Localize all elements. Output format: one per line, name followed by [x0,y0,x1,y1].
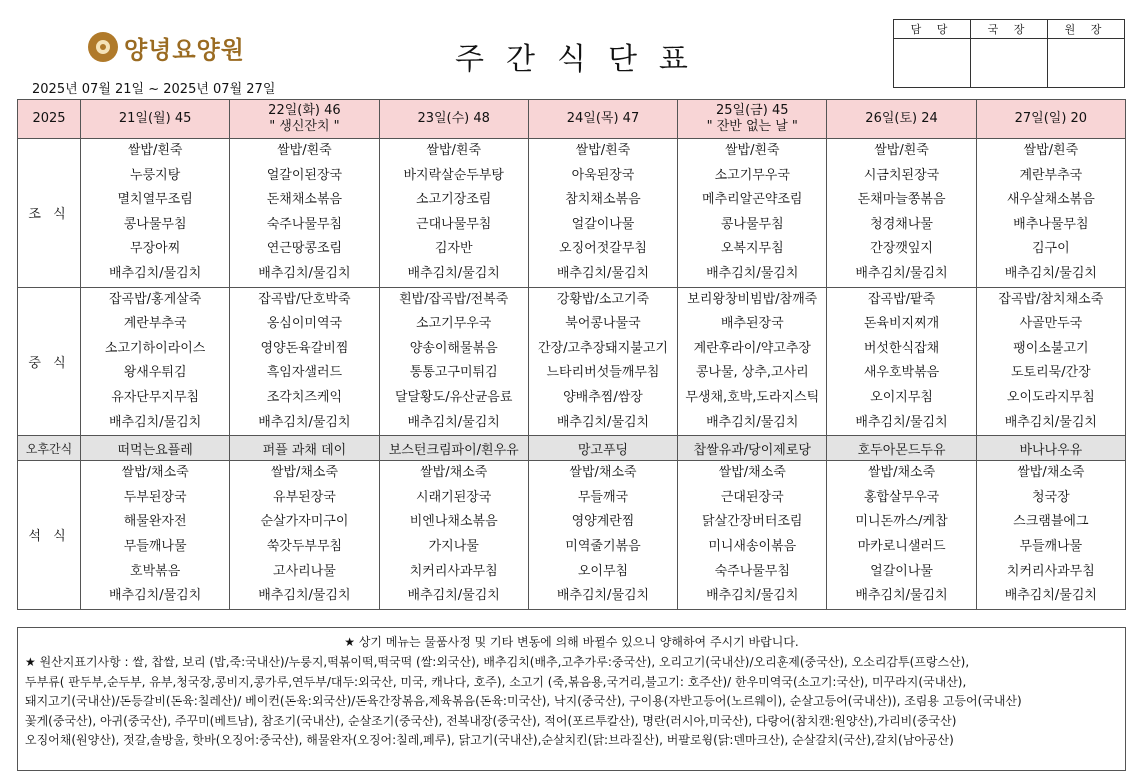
approval-box [893,19,1125,88]
menu-item: 쌀밥/흰죽 [874,143,929,158]
menu-item: 쌀밥/흰죽 [127,143,183,158]
menu-item: 쌀밥/흰죽 [277,143,332,158]
menu-item: 김구이 [1032,241,1070,257]
menu-item: 배추김치/물김치 [855,414,948,430]
menu-item: 무들깨나물 [123,538,187,554]
menu-item: 무장아찌 [130,241,181,257]
menu-cell [81,287,230,436]
menu-cell [528,287,677,436]
menu-item: 흑임자샐러드 [266,365,343,381]
menu-item: 쌀밥/채소죽 [420,465,488,481]
menu-item: 쌀밥/흰죽 [575,143,631,158]
menu-item: 잡곡밥/홍게살죽 [108,291,202,307]
signature-cell[interactable] [1048,39,1125,88]
menu-item: 새우호박볶음 [863,365,940,381]
menu-item: 배추김치/물김치 [1004,265,1097,281]
day-date: 26일(토) 24 [865,111,938,126]
menu-item: 배추김치/물김치 [706,414,799,430]
menu-item: 간장깻잎지 [870,241,933,257]
menu-item: 근대나물무침 [416,216,492,232]
menu-item: 마카로니샐러드 [857,538,946,554]
menu-item: 얼갈이나물 [870,563,933,579]
menu-item: 김자반 [434,241,473,257]
menu-item: 참치채소볶음 [565,192,641,208]
menu-cell [230,139,379,288]
day-date: 24일(목) 47 [566,111,640,126]
approval-label: 국 장 [971,20,1048,39]
menu-item: 배추김치/물김치 [407,265,500,281]
menu-item: 배추김치/물김치 [556,588,650,604]
menu-item: 숙주나물무침 [714,563,790,579]
approval-label: 담 당 [894,20,971,39]
day-header [678,100,827,139]
origin-line: 꽃게(중국산), 아귀(중국산), 주꾸미(베트남), 참조기(국내산), 순살조기(중국산), 전복내장(중국산), 적어(포르투칼산), 명란(러시아,미국산), 다랑어(참치캔:원양산),가리비(중국산) [25,713,957,728]
snack-row [18,436,1126,461]
logo [88,30,245,64]
snack-item: 호두아몬드두유 [827,436,976,461]
origin-line: ★ 원산지표기사항 : 쌀, 찹쌀, 보리 (밥,죽:국내산)/누룽지,떡볶이떡,떡국떡 (쌀:외국산), 배추김치(배추,고추가루:중국산), 오리고기(국내산)/오리훈제(중국산), 오소리감투(프랑스산), [25,655,970,669]
menu-item: 쌀밥/채소죽 [718,465,786,481]
menu-item: 소고기장조림 [416,192,492,208]
menu-item: 돈채채소볶음 [266,192,343,208]
menu-item: 영양돈육갈비찜 [260,340,349,356]
menu-item: 미니돈까스/케찹 [855,514,948,530]
menu-item: 미역줄기볶음 [565,538,641,554]
menu-item: 무들깨국 [577,489,629,505]
page-title: 주간식단표 [455,42,710,77]
menu-item: 돈육비지찌개 [863,316,940,332]
menu-item: 얼갈이된장국 [266,167,343,183]
menu-cell [827,139,976,288]
menu-item: 배추김치/물김치 [407,414,500,430]
day-header [528,100,677,139]
snack-item: 보스턴크림파이/흰우유 [379,436,528,461]
menu-item: 간장/고추장돼지불고기 [538,340,668,356]
menu-cell [379,139,528,288]
menu-item: 강황밥/소고기죽 [556,291,650,307]
origin-line: 오징어채(원양산), 젓갈,솔방울, 핫바(오징어:중국산), 해물완자(오징어:칠레,페루), 닭고기(국내산),순살치킨(닭:브라질산), 버팔로윙(닭:덴마크산), 순살갈치(국산),갈치(남아공산) [25,733,954,747]
menu-item: 도토리묵/간장 [1010,365,1091,381]
menu-item: 버섯한식잡채 [863,340,940,356]
menu-item: 메추리알곤약조림 [702,192,803,208]
menu-item: 영양계란찜 [571,514,635,530]
origin-line: 돼지고기(국내산)/돈등갈비(돈육:칠레산)/ 베이컨(돈육:외국산)/돈육간장볶음,제육볶음(돈육:미국산), 낙지(중국산), 구이용(자반고등어(노르웨이), 순살고등어(국내산)), 조림용 고등어(국내산) [25,694,1022,708]
year-cell: 2025 [18,100,81,139]
notice-line: ★ 상기 메뉴는 물품사정 및 기타 변동에 의해 바뀔수 있으니 양해하여 주시기 바랍니다. [344,635,799,649]
menu-cell [528,139,677,288]
menu-item: 쌀밥/채소죽 [569,465,637,481]
menu-cell [976,139,1125,288]
menu-item: 근대된장국 [720,489,784,505]
day-date: 27일(일) 20 [1014,111,1088,126]
menu-item: 콩나물무침 [720,216,784,232]
menu-cell [976,461,1125,610]
day-header [379,100,528,139]
day-event: " 생신잔치 " [269,119,340,134]
menu-item: 배추김치/물김치 [1004,414,1097,430]
menu-item: 해물완자전 [123,514,187,530]
menu-item: 무생채,호박,도라지스틱 [685,389,820,405]
menu-item: 오이도라지무침 [1006,389,1095,405]
menu-item: 비엔나채소볶음 [409,514,498,530]
day-header [230,100,379,139]
menu-item: 배추된장국 [720,316,784,332]
menu-item: 콩나물, 상추,고사리 [695,365,809,381]
menu-item: 돈채마늘쫑볶음 [857,192,946,208]
menu-item: 계란후라이/약고추장 [693,340,811,356]
menu-item: 시래기된장국 [416,489,492,505]
menu-item: 소고기무우국 [714,167,790,183]
menu-item: 느타리버섯들깨무침 [546,365,660,381]
menu-item: 배추김치/물김치 [855,588,948,604]
menu-item: 고사리나물 [273,563,336,579]
menu-item: 쑥갓두부무침 [266,538,343,554]
menu-item: 새우살채소볶음 [1006,192,1095,208]
menu-item: 배추김치/물김치 [258,265,351,281]
menu-item: 두부된장국 [123,489,187,505]
menu-item: 시금치된장국 [863,167,940,183]
menu-item: 계란부추국 [1019,167,1083,183]
logo-text: 양녕요양원 [124,35,245,64]
menu-item: 유부된장국 [273,489,336,505]
menu-item: 배추김치/물김치 [706,265,799,281]
day-header [81,100,230,139]
menu-item: 배추김치/물김치 [258,414,351,430]
menu-cell [678,139,827,288]
menu-item: 쌀밥/흰죽 [724,143,780,158]
menu-item: 쌀밥/흰죽 [1023,143,1079,158]
menu-item: 흰밥/잡곡밥/전복죽 [399,291,509,307]
menu-cell [230,461,379,610]
menu-item: 북어콩나물국 [565,316,641,332]
menu-item: 보리왕창비빔밥/참깨죽 [687,291,818,307]
menu-cell [976,287,1125,436]
menu-item: 사골만두국 [1019,316,1083,332]
snack-item: 찹쌀유과/당이제로당 [678,436,827,461]
menu-cell [678,461,827,610]
menu-item: 양배추찜/쌈장 [563,389,643,405]
day-event: " 잔반 없는 날 " [706,119,798,134]
menu-item: 미니새송이볶음 [708,538,797,554]
menu-item: 소고기무우국 [416,316,492,332]
day-header-row [18,100,1126,139]
logo-emblem-icon [88,32,118,62]
menu-item: 오이지무침 [870,389,933,405]
menu-item: 배추김치/물김치 [108,588,202,604]
day-date: 25일(금) 45 [716,103,789,118]
menu-item: 오징어젓갈무침 [559,241,647,257]
menu-item: 옹심이미역국 [266,316,343,332]
menu-item: 오복지무침 [720,241,784,257]
menu-cell [81,139,230,288]
menu-item: 홍합살무우국 [863,489,940,505]
menu-item: 순살가자미구이 [260,514,349,530]
menu-item: 아욱된장국 [571,167,635,183]
menu-item: 연근땅콩조림 [266,241,343,257]
day-header [827,100,976,139]
menu-item: 무들깨나물 [1019,538,1083,554]
menu-item: 배추김치/물김치 [108,414,202,430]
menu-item: 숙주나물무침 [266,216,343,232]
menu-item: 호박볶음 [130,563,181,579]
menu-item: 잡곡밥/참치채소죽 [998,291,1104,307]
menu-cell [528,461,677,610]
meal-label: 조 식 [18,139,81,288]
snack-item: 바나나우유 [976,436,1125,461]
menu-item: 배추김치/물김치 [556,265,650,281]
menu-item: 치커리사과무침 [409,563,498,579]
menu-item: 배추김치/물김치 [855,265,948,281]
menu-item: 쌀밥/채소죽 [1017,465,1085,481]
menu-item: 콩나물무침 [123,216,187,232]
meal-label: 중 식 [18,287,81,436]
snack-item: 퍼플 과채 데이 [230,436,379,461]
meal-row [18,139,1126,288]
signature-cell[interactable] [894,39,971,88]
menu-item: 오이무침 [577,563,629,579]
menu-cell [81,461,230,610]
menu-item: 배추김치/물김치 [706,588,799,604]
meal-label: 석 식 [18,461,81,610]
menu-item: 청국장 [1032,489,1070,505]
weekly-menu-table [17,99,1126,610]
menu-item: 양송이해물볶음 [409,340,498,356]
menu-item: 조각치즈케익 [266,389,343,405]
menu-item: 배추김치/물김치 [258,588,351,604]
menu-item: 유자단무지무침 [111,389,200,405]
signature-cell[interactable] [971,39,1048,88]
menu-cell [827,287,976,436]
menu-item: 스크램블에그 [1013,514,1089,530]
approval-label: 원 장 [1048,20,1125,39]
menu-item: 배추김치/물김치 [1004,588,1097,604]
menu-item: 소고기하이라이스 [104,340,206,356]
menu-cell [678,287,827,436]
menu-cell [230,287,379,436]
menu-cell [379,287,528,436]
menu-item: 바지락살순두부탕 [403,167,504,183]
meal-label: 오후간식 [18,436,81,461]
menu-item: 왕새우튀김 [123,365,187,381]
snack-item: 망고푸딩 [528,436,677,461]
menu-item: 쌀밥/채소죽 [270,465,338,481]
menu-item: 배추나물무침 [1013,216,1089,232]
menu-item: 쌀밥/채소죽 [867,465,936,481]
menu-item: 쌀밥/흰죽 [426,143,482,158]
menu-item: 배추김치/물김치 [556,414,650,430]
menu-item: 치커리사과무침 [1006,563,1095,579]
menu-item: 잡곡밥/팥죽 [867,291,936,307]
menu-item: 청경채나물 [870,216,933,232]
day-date: 22일(화) 46 [268,103,341,118]
menu-item: 배추김치/물김치 [407,588,500,604]
menu-item: 통통고구미튀김 [409,365,498,381]
date-range: 2025년 07월 21일 ~ 2025년 07월 27일 [32,82,276,97]
menu-cell [827,461,976,610]
meal-row [18,287,1126,436]
menu-item: 멸치열무조림 [117,192,193,208]
day-date: 21일(월) 45 [118,111,192,126]
menu-item: 계란부추국 [123,316,187,332]
notice-box [17,627,1126,771]
menu-item: 잡곡밥/단호박죽 [258,291,351,307]
menu-cell [379,461,528,610]
origin-line: 두부류( 판두부,순두부, 유부,청국장,콩비지,콩가루,연두부/대두:외국산, 미국, 캐나다, 호주), 소고기 (죽,볶음용,국거리,불고기: 호주산)/ 한우미역국(소고기:국산), 미꾸라지(국내산), [25,674,967,689]
day-date: 23일(수) 48 [417,111,490,126]
menu-item: 배추김치/물김치 [108,265,202,281]
menu-item: 닭살간장버터조림 [702,514,803,530]
day-header [976,100,1125,139]
meal-row [18,461,1126,610]
menu-item: 팽이소불고기 [1013,340,1089,356]
menu-item: 얼갈이나물 [571,216,635,232]
menu-item: 쌀밥/채소죽 [121,465,189,481]
menu-item: 가지나물 [428,538,479,554]
menu-item: 누룽지탕 [130,167,181,183]
snack-item: 떠먹는요플레 [81,436,230,461]
menu-item: 달달황도/유산균음료 [395,389,513,405]
